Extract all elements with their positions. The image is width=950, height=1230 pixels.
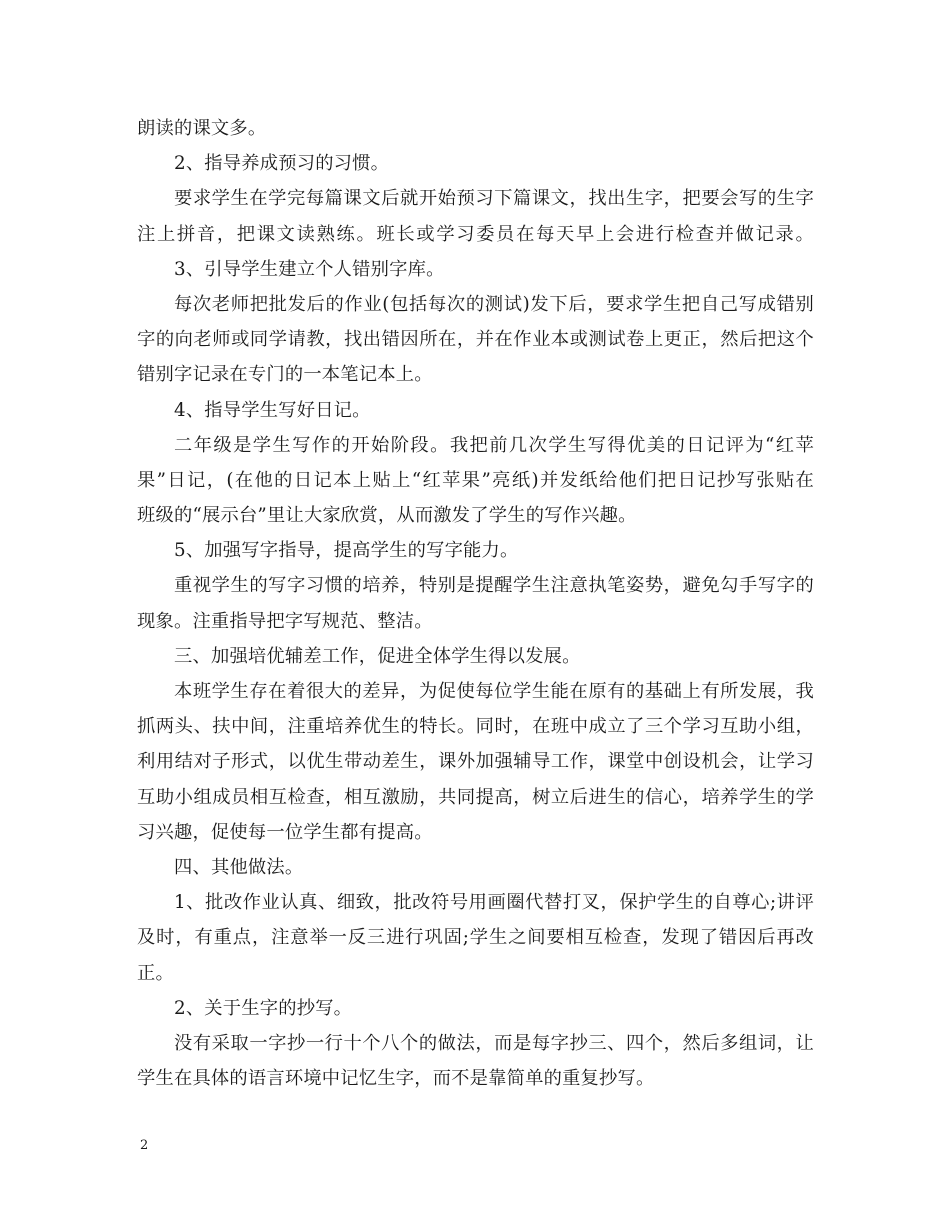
text-line: 5、加强写字指导，提高学生的写字能力。	[174, 540, 519, 562]
text-line: 三、加强培优辅差工作，促进全体学生得以发展。	[174, 645, 581, 667]
text-line: 2、关于生字的抄写。	[174, 997, 353, 1019]
page-number: 2	[140, 1138, 149, 1153]
text-line: 果”日记，(在他的日记本上贴上“红苹果”亮纸)并发纸给他们把日记抄写张贴在	[137, 469, 814, 491]
text-line: 3、引导学生建立个人错别字库。	[174, 258, 445, 280]
document-body	[137, 111, 814, 1096]
text-line: 本班学生存在着很大的差异，为促使每位学生能在原有的基础上有所发展，我	[174, 681, 814, 702]
text-line: 没有采取一字抄一行十个八个的做法，而是每字抄三、四个，然后多组词，让	[174, 1032, 814, 1054]
text-line: 字的向老师或同学请教，找出错因所在，并在作业本或测试卷上更正，然后把这个	[137, 329, 814, 351]
text-line: 错别字记录在专门的一本笔记本上。	[137, 364, 433, 386]
text-line: 重视学生的写字习惯的培养，特别是提醒学生注意执笔姿势，避免勾手写字的	[174, 575, 814, 597]
text-line: 注上拼音，把课文读熟练。班长或学习委员在每天早上会进行检查并做记录。	[137, 223, 814, 245]
text-line: 班级的“展示台”里让大家欣赏，从而激发了学生的写作兴趣。	[137, 505, 637, 527]
text-line: 习兴趣，促使每一位学生都有提高。	[137, 821, 433, 843]
text-line: 1、批改作业认真、细致，批改符号用画圈代替打叉，保护学生的自尊心;讲评	[174, 892, 814, 914]
text-line: 2、指导养成预习的习惯。	[174, 153, 390, 175]
text-line: 4、指导学生写好日记。	[174, 399, 371, 421]
text-line: 四、其他做法。	[174, 856, 304, 878]
text-line: 正。	[137, 962, 174, 984]
text-line: 要求学生在学完每篇课文后就开始预习下篇课文，找出生字，把要会写的生字	[174, 188, 814, 210]
text-line: 学生在具体的语言环境中记忆生字，而不是靠简单的重复抄写。	[137, 1068, 655, 1090]
text-line: 每次老师把批发后的作业(包括每次的测试)发下后，要求学生把自己写成错别	[174, 293, 814, 315]
text-line: 朗读的课文多。	[137, 118, 267, 139]
text-line: 互助小组成员相互检查，相互激励，共同提高，树立后进生的信心，培养学生的学	[137, 786, 814, 808]
text-line: 及时，有重点，注意举一反三进行巩固;学生之间要相互检查，发现了错因后再改	[137, 927, 814, 949]
text-line: 利用结对子形式，以优生带动差生，课外加强辅导工作，课堂中创设机会，让学习	[137, 751, 814, 773]
text-line: 抓两头、扶中间，注重培养优生的特长。同时，在班中成立了三个学习互助小组，	[137, 716, 814, 738]
text-line: 现象。注重指导把字写规范、整洁。	[137, 610, 433, 632]
text-line: 二年级是学生写作的开始阶段。我把前几次学生写得优美的日记评为“红苹	[174, 434, 814, 456]
